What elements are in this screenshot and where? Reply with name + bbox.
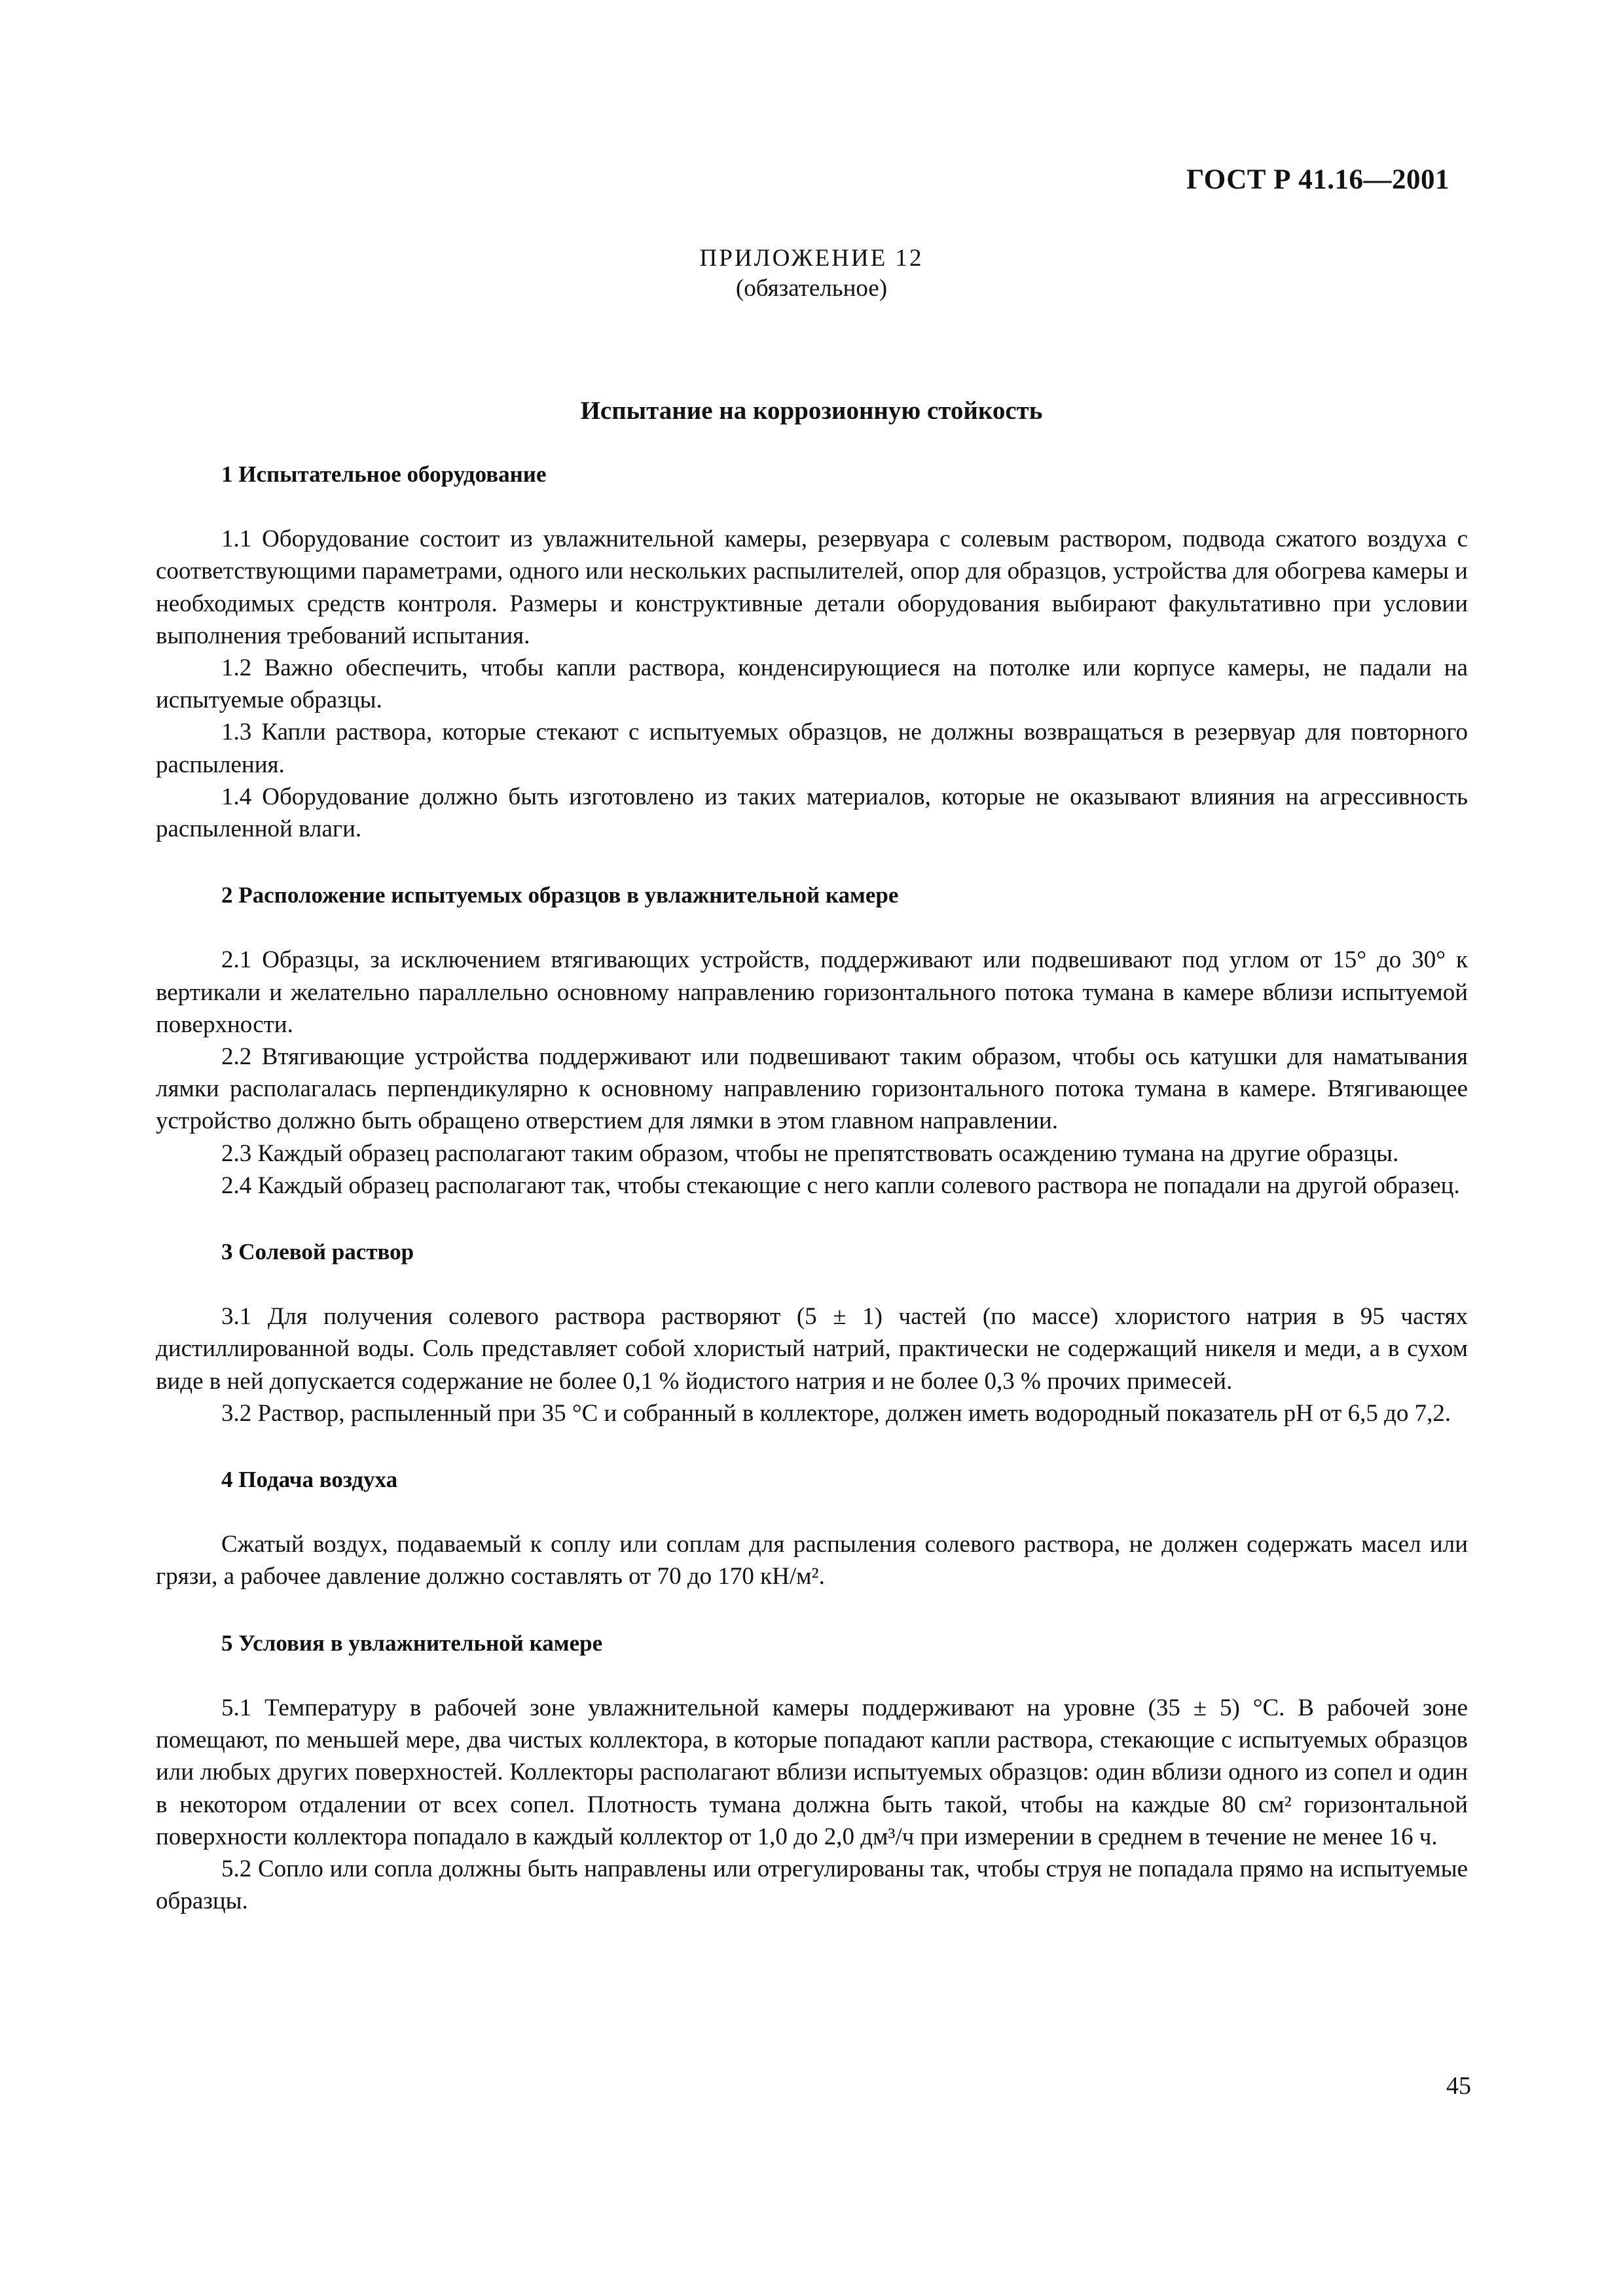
paragraph-1-1: 1.1 Оборудование состоит из увлажнительной камеры, резервуара с солевым раствором, подвода сжатого воздуха с соответствующими параметрами, одного или нескольких распылителей, опор для образцов, устройства для обогрева камеры и необходимых средств контроля. Размеры и конструктивные детали оборудования выбирают факультативно при условии выполнения требований испытания. bbox=[156, 526, 1468, 649]
paragraph-5-2: 5.2 Сопло или сопла должны быть направлены или отрегулированы так, чтобы струя не попадала прямо на испытуемые образцы. bbox=[156, 1855, 1468, 1915]
section-heading-4: 4 Подача воздуха bbox=[221, 1467, 398, 1493]
document-body bbox=[156, 458, 1468, 1917]
paragraph-1-4: 1.4 Оборудование должно быть изготовлено из таких материалов, которые не оказывают влияния на агрессивность распыленной влаги. bbox=[156, 783, 1468, 843]
section-heading-5: 5 Условия в увлажнительной камере bbox=[221, 1630, 603, 1656]
section-heading-2: 2 Расположение испытуемых образцов в увлажнительной камере bbox=[221, 882, 899, 908]
paragraph-5-1: 5.1 Температуру в рабочей зоне увлажнительной камеры поддерживают на уровне (35 ± 5) °С. В рабочей зоне помещают, по меньшей мере, два чистых коллектора, в которые попадают капли раствора, стекающие с испытуемых образцов или любых других поверхностей. Коллекторы располагают вблизи испытуемых образцов: один вблизи одного из сопел и один в некотором отдалении от всех сопел. Плотность тумана должна быть такой, чтобы на каждые 80 см² горизонтальной поверхности коллектора попадало в каждый коллектор от 1,0 до 2,0 дм³/ч при измерении в среднем в течение не менее 16 ч. bbox=[156, 1694, 1468, 1850]
appendix-status: (обязательное) bbox=[735, 275, 888, 302]
main-title: Испытание на коррозионную стойкость bbox=[580, 397, 1043, 425]
paragraph-3-1: 3.1 Для получения солевого раствора растворяют (5 ± 1) частей (по массе) хлористого натрия в 95 частях дистиллированной воды. Соль представляет собой хлористый натрий, практически не содержащий никеля и меди, а в сухом виде в ней допускается содержание не более 0,1 % йодистого натрия и не более 0,3 % прочих примесей. bbox=[156, 1303, 1468, 1395]
paragraph-2-1: 2.1 Образцы, за исключением втягивающих устройств, поддерживают или подвешивают под углом от 15° до 30° к вертикали и желательно параллельно основному направлению горизонтального потока тумана в камере вблизи испытуемой поверхности. bbox=[156, 946, 1468, 1038]
appendix-title: ПРИЛОЖЕНИЕ 12 bbox=[699, 245, 924, 272]
page-number: 45 bbox=[1446, 2072, 1471, 2100]
section-heading-1: 1 Испытательное оборудование bbox=[221, 461, 547, 487]
paragraph-1-3: 1.3 Капли раствора, которые стекают с испытуемых образцов, не должны возвращаться в резервуар для повторного распыления. bbox=[156, 719, 1468, 778]
paragraph-1-2: 1.2 Важно обеспечить, чтобы капли раствора, конденсирующиеся на потолке или корпусе камеры, не падали на испытуемые образцы. bbox=[156, 655, 1468, 714]
document-code: ГОСТ Р 41.16—2001 bbox=[1186, 164, 1450, 195]
paragraph-3-2: 3.2 Раствор, распыленный при 35 °С и собранный в коллекторе, должен иметь водородный показатель рН от 6,5 до 7,2. bbox=[221, 1399, 1451, 1427]
appendix-block bbox=[0, 243, 1623, 304]
paragraph-2-2: 2.2 Втягивающие устройства поддерживают или подвешивают таким образом, чтобы ось катушки для наматывания лямки располагалась перпендикулярно к основному направлению горизонтального потока тумана в камере. Втягивающее устройство должно быть обращено отверстием для лямки в этом главном направлении. bbox=[156, 1043, 1468, 1135]
paragraph-2-3: 2.3 Каждый образец располагают таким образом, чтобы не препятствовать осаждению тумана на другие образцы. bbox=[221, 1139, 1399, 1167]
paragraph-2-4: 2.4 Каждый образец располагают так, чтобы стекающие с него капли солевого раствора не попадали на другой образец. bbox=[221, 1172, 1460, 1199]
section-heading-3: 3 Солевой раствор bbox=[221, 1239, 414, 1265]
paragraph-4-1: Сжатый воздух, подаваемый к соплу или соплам для распыления солевого раствора, не должен содержать масел или грязи, а рабочее давление должно составлять от 70 до 170 кН/м². bbox=[156, 1531, 1468, 1590]
